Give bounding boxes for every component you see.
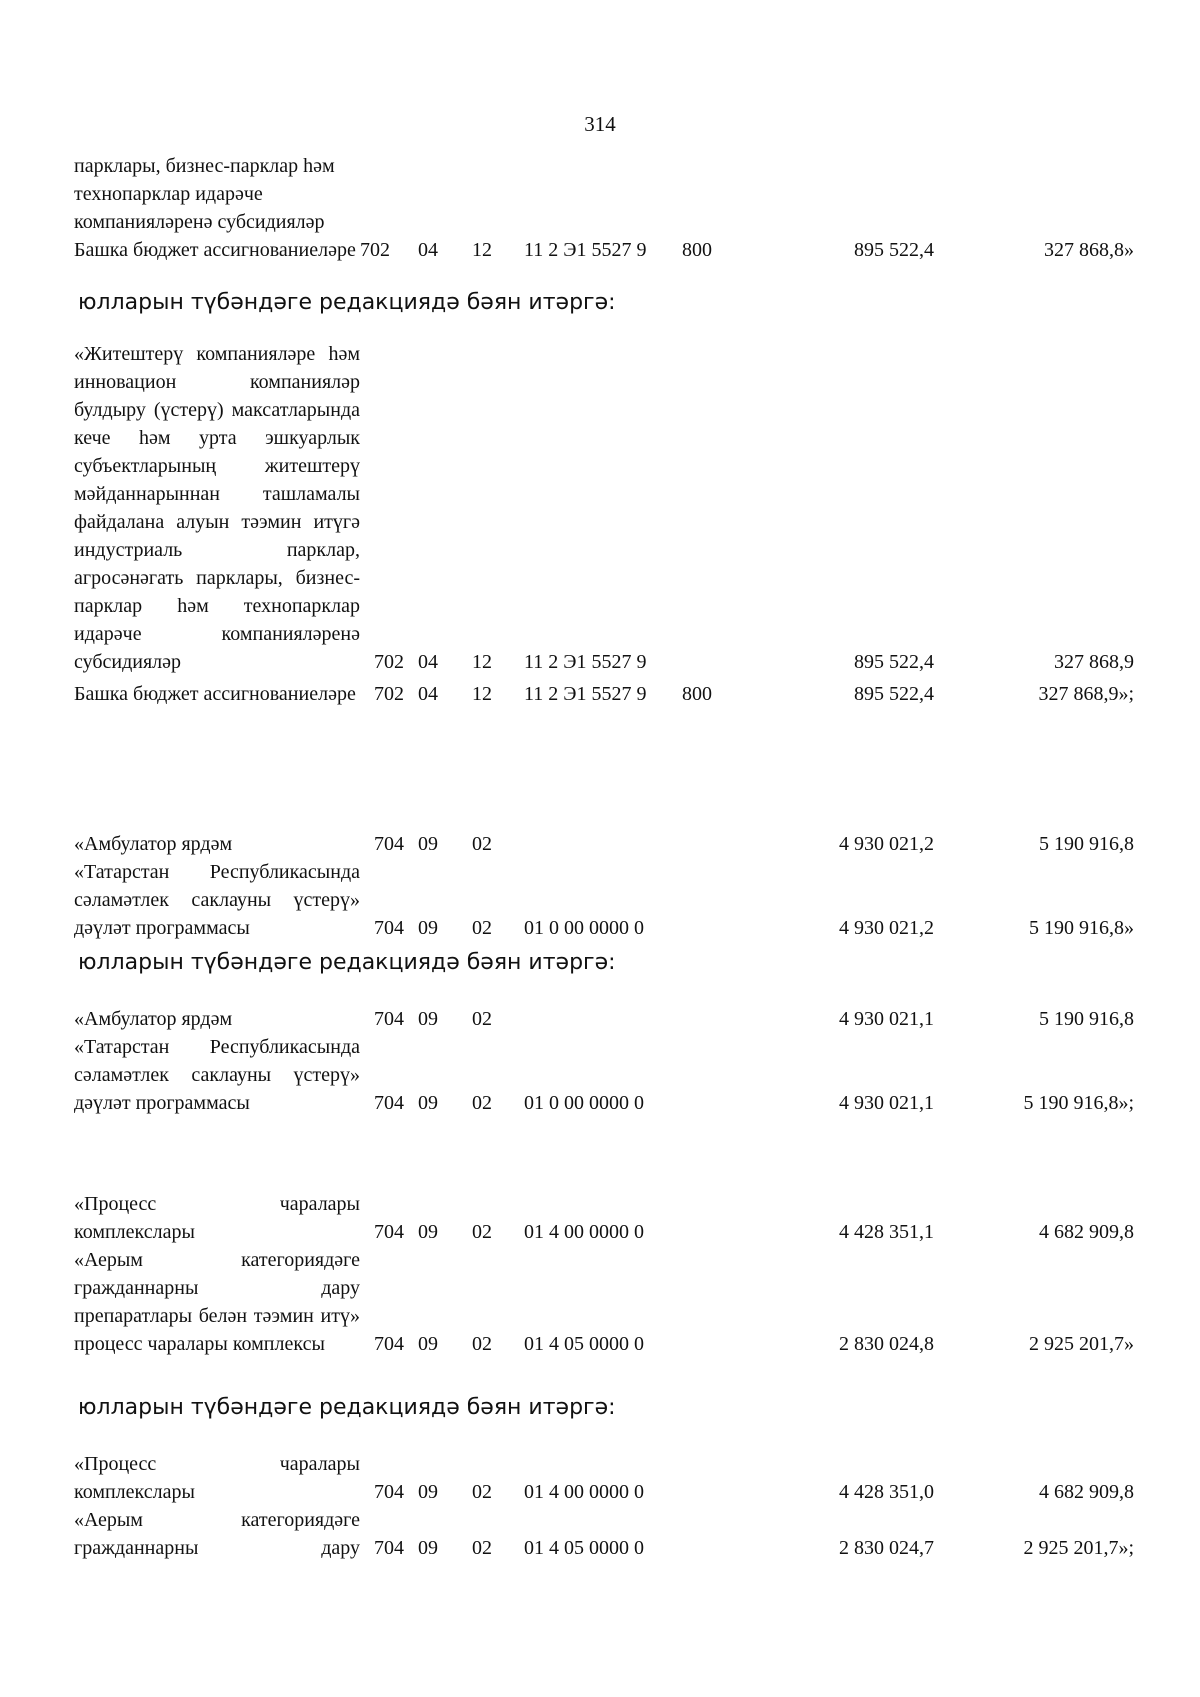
table-row: [74, 236, 1134, 264]
row-description: «Татарстан Республикасында сәламәтлек саклауны үстерү» дәүләт программасы: [74, 861, 360, 939]
table-row: [74, 340, 1134, 676]
row-description: «Татарстан Республикасында сәламәтлек саклауны үстерү» дәүләт программасы: [74, 1036, 360, 1114]
code-subsection: 12: [472, 239, 492, 261]
amount-year-2: 327 868,9»;: [1038, 683, 1134, 705]
code-target: [514, 1005, 682, 1033]
code-target: [514, 152, 682, 236]
code-subsection: [466, 152, 514, 236]
code-ministry: 704: [374, 917, 404, 939]
code-section: 04: [418, 683, 438, 705]
amount-year-1: 4 428 351,1: [839, 1221, 934, 1243]
code-subsection: 02: [472, 1333, 492, 1355]
amount-year-2: 5 190 916,8: [1039, 1008, 1134, 1030]
code-ministry: 704: [374, 1481, 404, 1503]
amount-year-1: 4 930 021,1: [839, 1092, 934, 1114]
code-target: 01 4 05 0000 0: [524, 1333, 644, 1355]
table-row: [74, 676, 1134, 708]
amount-year-2: 4 682 909,8: [1039, 1481, 1134, 1503]
code-expense-type: [682, 340, 742, 676]
code-target: 01 0 00 0000 0: [524, 917, 644, 939]
amount-year-1: [742, 152, 934, 236]
code-subsection: 02: [472, 1092, 492, 1114]
table-row: [74, 1246, 1134, 1358]
code-section: 09: [418, 1481, 438, 1503]
code-ministry: 702: [360, 239, 390, 261]
amount-year-1: 4 428 351,0: [839, 1481, 934, 1503]
budget-table-block: [74, 1005, 1134, 1117]
code-section: 09: [418, 1333, 438, 1355]
amount-year-1: 4 930 021,2: [839, 917, 934, 939]
code-expense-type: [682, 1190, 742, 1246]
code-subsection: 02: [472, 917, 492, 939]
code-target: 11 2 Э1 5527 9: [524, 239, 647, 261]
amount-year-2: 2 925 201,7»;: [1023, 1537, 1134, 1559]
budget-table-block: [74, 830, 1134, 942]
code-target: [514, 830, 682, 858]
code-ministry: 704: [374, 833, 404, 855]
amount-year-1: 2 830 024,8: [839, 1333, 934, 1355]
amount-year-1: 4 930 021,2: [839, 833, 934, 855]
code-ministry: 704: [374, 1008, 404, 1030]
code-expense-type: 800: [682, 683, 712, 705]
amount-year-1: 2 830 024,7: [839, 1537, 934, 1559]
amount-year-1: 895 522,4: [854, 651, 934, 673]
code-expense-type: [682, 1005, 742, 1033]
code-ministry: 704: [374, 1537, 404, 1559]
row-description: «Амбулатор ярдәм: [74, 833, 233, 855]
code-ministry: 704: [374, 1333, 404, 1355]
code-ministry: 704: [374, 1221, 404, 1243]
code-section: 09: [418, 1221, 438, 1243]
amount-year-1: 4 930 021,1: [839, 1008, 934, 1030]
table-row: [74, 1506, 1134, 1562]
code-subsection: 12: [472, 683, 492, 705]
amount-year-2: 4 682 909,8: [1039, 1221, 1134, 1243]
code-ministry: 702: [374, 651, 404, 673]
code-expense-type: [682, 1506, 742, 1562]
amount-year-1: 895 522,4: [854, 683, 934, 705]
code-expense-type: [682, 1033, 742, 1117]
code-ministry: 702: [374, 683, 404, 705]
table-row: [74, 1190, 1134, 1246]
code-target: 01 0 00 0000 0: [524, 1092, 644, 1114]
budget-table-block: [74, 1190, 1134, 1358]
amount-year-2: 327 868,9: [1054, 651, 1134, 673]
row-description: «Процесс чаралары комплекслары: [74, 1193, 360, 1243]
table-row: [74, 1033, 1134, 1117]
table-row: [74, 858, 1134, 942]
row-description: «Процесс чаралары комплекслары: [74, 1453, 360, 1503]
code-expense-type: [682, 830, 742, 858]
code-section: 09: [418, 1092, 438, 1114]
amount-year-2: 2 925 201,7»: [1029, 1333, 1134, 1355]
code-target: 01 4 05 0000 0: [524, 1537, 644, 1559]
amount-year-2: 5 190 916,8: [1039, 833, 1134, 855]
code-expense-type: 800: [682, 239, 712, 261]
code-subsection: 02: [472, 1537, 492, 1559]
row-description: «Амбулатор ярдәм: [74, 1008, 233, 1030]
budget-table-block: [74, 340, 1134, 708]
code-section: 04: [418, 651, 438, 673]
amount-year-2: 327 868,8»: [1044, 239, 1134, 261]
row-description: Башка бюджет ассигнованиеләре: [74, 239, 356, 261]
code-target: 11 2 Э1 5527 9: [524, 683, 647, 705]
budget-table-block: [74, 152, 1134, 264]
amount-year-2: 5 190 916,8»;: [1023, 1092, 1134, 1114]
row-description: «Аерым категориядәге гражданнарны дару: [74, 1509, 360, 1559]
row-description: «Аерым категориядәге гражданнарны дару препаратлары белән тәэмин итү» процесс чаралары комплексы: [74, 1249, 360, 1355]
code-expense-type: [682, 858, 742, 942]
row-description: парклары, бизнес-парклар һәм технопарклар идарәче компанияләренә субсидияләр: [74, 155, 335, 233]
code-expense-type: [682, 152, 742, 236]
code-expense-type: [682, 1246, 742, 1358]
code-section: 04: [418, 239, 438, 261]
code-target: 01 4 00 0000 0: [524, 1221, 644, 1243]
code-subsection: 02: [472, 833, 492, 855]
code-ministry: [360, 152, 408, 236]
connector-text: юлларын түбәндәге редакциядә бәян итәргә:: [78, 290, 616, 315]
code-subsection: 02: [472, 1008, 492, 1030]
connector-text: юлларын түбәндәге редакциядә бәян итәргә:: [78, 950, 616, 975]
row-description: «Житештерү компанияләре һәм инновацион компанияләр булдыру (үстерү) максатларында кече һәм урта эшкуарлык субъектларының житештерү мәйданнарыннан ташламалы файдалана алуын тәэмин итүгә индустриаль парклар, агросәнәгать парклары, бизнес-парклар һәм технопарклар идарәче компанияләренә субсидияләр: [74, 343, 360, 673]
budget-table-block: [74, 1450, 1134, 1562]
connector-text: юлларын түбәндәге редакциядә бәян итәргә:: [78, 1395, 616, 1420]
code-section: 09: [418, 917, 438, 939]
code-subsection: 12: [472, 651, 492, 673]
page-number: 314: [584, 112, 616, 136]
table-row: [74, 1450, 1134, 1506]
code-section: [408, 152, 466, 236]
amount-year-1: 895 522,4: [854, 239, 934, 261]
table-row: [74, 830, 1134, 858]
row-description: Башка бюджет ассигнованиеләре: [74, 683, 356, 705]
amount-year-2: 5 190 916,8»: [1029, 917, 1134, 939]
code-ministry: 704: [374, 1092, 404, 1114]
amount-year-2: [934, 152, 1134, 236]
code-expense-type: [682, 1450, 742, 1506]
code-target: 11 2 Э1 5527 9: [524, 651, 647, 673]
code-section: 09: [418, 833, 438, 855]
table-row: [74, 152, 1134, 236]
code-target: 01 4 00 0000 0: [524, 1481, 644, 1503]
code-section: 09: [418, 1537, 438, 1559]
table-row: [74, 1005, 1134, 1033]
code-section: 09: [418, 1008, 438, 1030]
code-subsection: 02: [472, 1481, 492, 1503]
code-subsection: 02: [472, 1221, 492, 1243]
